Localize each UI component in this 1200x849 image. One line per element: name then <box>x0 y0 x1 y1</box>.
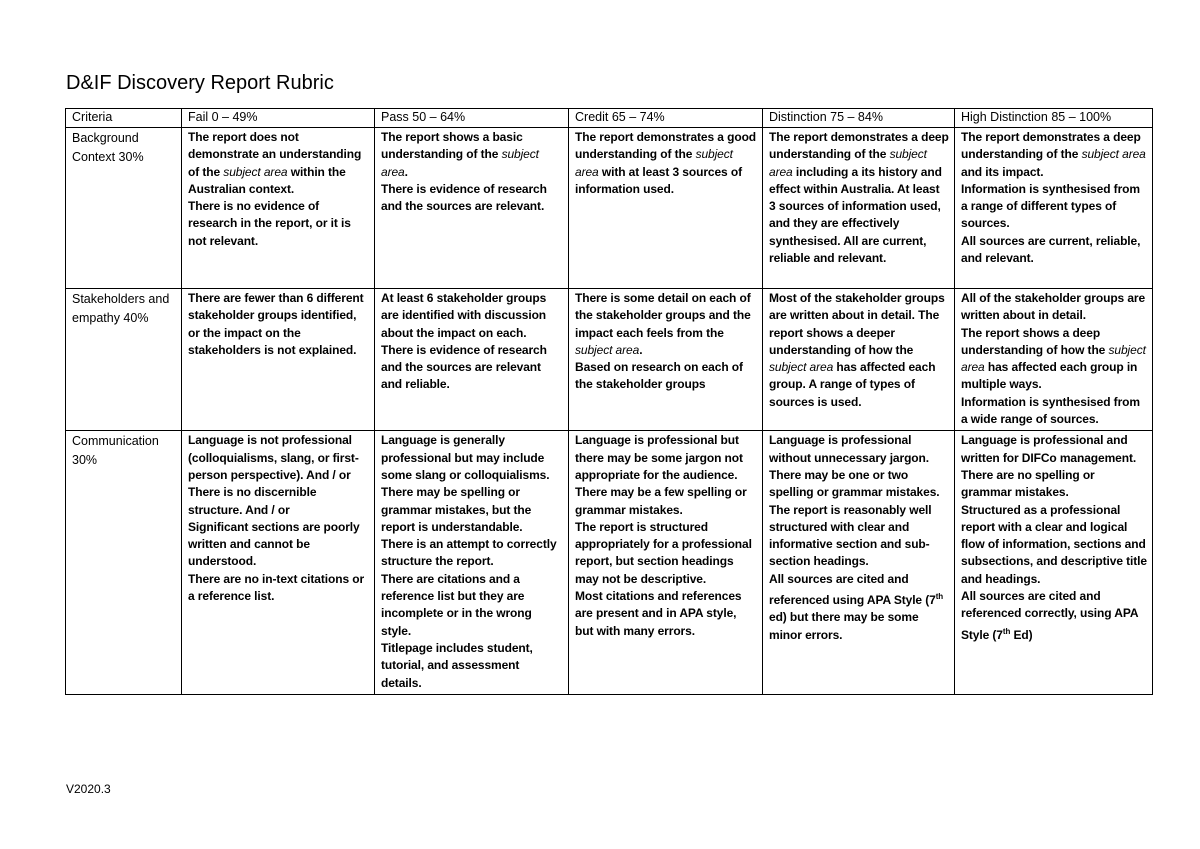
credit-cell: There is some detail on each of the stakeholder groups and the impact each feels from the subject area. Based on research on each of the stakeholder groups <box>569 289 763 431</box>
high-distinction-cell: All of the stakeholder groups are written about in detail. The report shows a deep understanding of how the subject area has affected each group in multiple ways. Information is synthesised from a wide range of sources. <box>955 289 1153 431</box>
table-row <box>66 128 1153 289</box>
distinction-cell: The report demonstrates a deep understanding of the subject area including a its history and effect within Australia. At least 3 sources of information used, and they are effectively synthesised. All are current, reliable and relevant. <box>763 128 955 289</box>
distinction-cell: Language is professional without unnecessary jargon. There may be one or two spelling or grammar mistakes. The report is reasonably well structured with clear and informative section and sub-section headings. All sources are cited and referenced using APA Style (7th ed) but there may be some minor errors. <box>763 431 955 694</box>
header-credit: Credit 65 – 74% <box>569 109 763 128</box>
header-high-distinction: High Distinction 85 – 100% <box>955 109 1153 128</box>
header-criteria: Criteria <box>66 109 182 128</box>
criteria-cell: Communication 30% <box>66 431 182 694</box>
pass-cell: At least 6 stakeholder groups are identified with discussion about the impact on each. There is evidence of research and the sources are relevant and reliable. <box>375 289 569 431</box>
pass-cell: Language is generally professional but may include some slang or colloquialisms. There may be spelling or grammar mistakes, but the report is understandable. There is an attempt to correctly structure the report. There are citations and a reference list but they are incomplete or in the wrong style. Titlepage includes student, tutorial, and assessment details. <box>375 431 569 694</box>
table-row <box>66 431 1153 694</box>
header-fail: Fail 0 – 49% <box>182 109 375 128</box>
document-title: D&IF Discovery Report Rubric <box>66 72 334 94</box>
credit-cell: Language is professional but there may be some jargon not appropriate for the audience. There may be a few spelling or grammar mistakes. The report is structured appropriately for a professional report, but section headings may not be descriptive. Most citations and references are present and in APA style, but with many errors. <box>569 431 763 694</box>
header-pass: Pass 50 – 64% <box>375 109 569 128</box>
fail-cell: Language is not professional (colloquialisms, slang, or first-person perspective). And / or There is no discernible structure. And / or Significant sections are poorly written and cannot be understood. There are no in-text citations or a reference list. <box>182 431 375 694</box>
criteria-cell: Background Context 30% <box>66 128 182 289</box>
distinction-cell: Most of the stakeholder groups are written about in detail. The report shows a deeper understanding of how the subject area has affected each group. A range of types of sources is used. <box>763 289 955 431</box>
table-row <box>66 289 1153 431</box>
high-distinction-cell: Language is professional and written for DIFCo management. There are no spelling or grammar mistakes. Structured as a professional report with a clear and logical flow of information, sections and subsections, and descriptive title and headings. All sources are cited and referenced correctly, using APA Style (7th Ed) <box>955 431 1153 694</box>
high-distinction-cell: The report demonstrates a deep understanding of the subject area and its impact. Information is synthesised from a range of different types of sources. All sources are current, reliable, and relevant. <box>955 128 1153 289</box>
header-row <box>66 109 1153 128</box>
fail-cell: The report does not demonstrate an understanding of the subject area within the Australian context. There is no evidence of research in the report, or it is not relevant. <box>182 128 375 289</box>
header-distinction: Distinction 75 – 84% <box>763 109 955 128</box>
fail-cell: There are fewer than 6 different stakeholder groups identified, or the impact on the stakeholders is not explained. <box>182 289 375 431</box>
rubric-table <box>65 108 1153 695</box>
criteria-cell: Stakeholders and empathy 40% <box>66 289 182 431</box>
version-label: V2020.3 <box>66 782 111 796</box>
pass-cell: The report shows a basic understanding of the subject area. There is evidence of research and the sources are relevant. <box>375 128 569 289</box>
credit-cell: The report demonstrates a good understanding of the subject area with at least 3 sources of information used. <box>569 128 763 289</box>
